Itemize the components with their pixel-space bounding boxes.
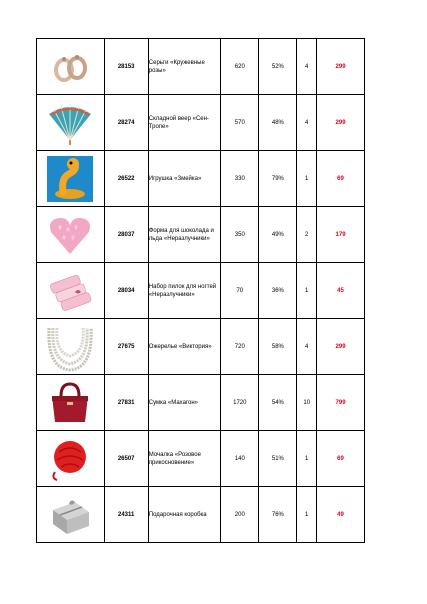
product-name: Ожерелье «Виктория» (148, 319, 220, 375)
snake-toy-icon (45, 154, 95, 204)
product-name: Сумка «Махагон» (148, 375, 220, 431)
product-points: 620 (221, 39, 259, 95)
product-image-cell (37, 39, 105, 95)
product-name: Подарочная коробка (148, 487, 220, 543)
product-code: 24311 (104, 487, 148, 543)
product-name: Форма для шоколада и льда «Неразлучники» (148, 207, 220, 263)
table-row (37, 151, 365, 207)
table-row (37, 207, 365, 263)
product-qty: 1 (297, 487, 317, 543)
product-points: 1720 (221, 375, 259, 431)
product-discount: 36% (259, 263, 297, 319)
product-discount: 54% (259, 375, 297, 431)
table-row (37, 263, 365, 319)
product-name: Складной веер «Сен-Тропе» (148, 95, 220, 151)
product-qty: 10 (297, 375, 317, 431)
product-price: 299 (317, 95, 365, 151)
table-row (37, 95, 365, 151)
product-image-cell (37, 151, 105, 207)
product-qty: 2 (297, 207, 317, 263)
product-price: 299 (317, 39, 365, 95)
product-qty: 4 (297, 319, 317, 375)
product-discount: 51% (259, 431, 297, 487)
product-points: 720 (221, 319, 259, 375)
product-discount: 58% (259, 319, 297, 375)
product-discount: 76% (259, 487, 297, 543)
product-image-cell (37, 207, 105, 263)
product-code: 28274 (104, 95, 148, 151)
table-row (37, 375, 365, 431)
product-image-cell (37, 95, 105, 151)
product-table (36, 38, 365, 543)
product-discount: 79% (259, 151, 297, 207)
product-price: 179 (317, 207, 365, 263)
product-points: 570 (221, 95, 259, 151)
product-price: 49 (317, 487, 365, 543)
product-price: 799 (317, 375, 365, 431)
product-price: 45 (317, 263, 365, 319)
product-points: 330 (221, 151, 259, 207)
product-price: 69 (317, 431, 365, 487)
product-code: 27831 (104, 375, 148, 431)
product-code: 26522 (104, 151, 148, 207)
product-qty: 1 (297, 431, 317, 487)
product-name: Серьги «Кружевные розы» (148, 39, 220, 95)
product-price: 69 (317, 151, 365, 207)
product-qty: 1 (297, 151, 317, 207)
heart-mold-icon (45, 210, 95, 260)
product-qty: 4 (297, 95, 317, 151)
product-qty: 4 (297, 39, 317, 95)
product-discount: 49% (259, 207, 297, 263)
product-code: 28037 (104, 207, 148, 263)
pearl-necklace-icon (45, 322, 95, 372)
product-points: 350 (221, 207, 259, 263)
product-code: 28153 (104, 39, 148, 95)
folding-fan-icon (45, 98, 95, 148)
product-points: 140 (221, 431, 259, 487)
product-price: 299 (317, 319, 365, 375)
product-points: 200 (221, 487, 259, 543)
product-qty: 1 (297, 263, 317, 319)
table-row (37, 319, 365, 375)
product-name: Набор пилок для ногтей «Неразлучники» (148, 263, 220, 319)
product-code: 27675 (104, 319, 148, 375)
bath-sponge-icon (45, 434, 95, 484)
product-code: 28034 (104, 263, 148, 319)
table-row (37, 431, 365, 487)
product-discount: 48% (259, 95, 297, 151)
product-name: Мочалка «Розовое прикосновение» (148, 431, 220, 487)
product-discount: 52% (259, 39, 297, 95)
product-points: 70 (221, 263, 259, 319)
nail-files-icon (45, 266, 95, 316)
product-image-cell (37, 487, 105, 543)
product-name: Игрушка «Змейка» (148, 151, 220, 207)
product-image-cell (37, 263, 105, 319)
product-image-cell (37, 319, 105, 375)
product-image-cell (37, 431, 105, 487)
gift-box-icon (45, 490, 95, 540)
handbag-icon (45, 378, 95, 428)
table-row (37, 39, 365, 95)
product-code: 26507 (104, 431, 148, 487)
table-row (37, 487, 365, 543)
earrings-icon (45, 42, 95, 92)
product-image-cell (37, 375, 105, 431)
